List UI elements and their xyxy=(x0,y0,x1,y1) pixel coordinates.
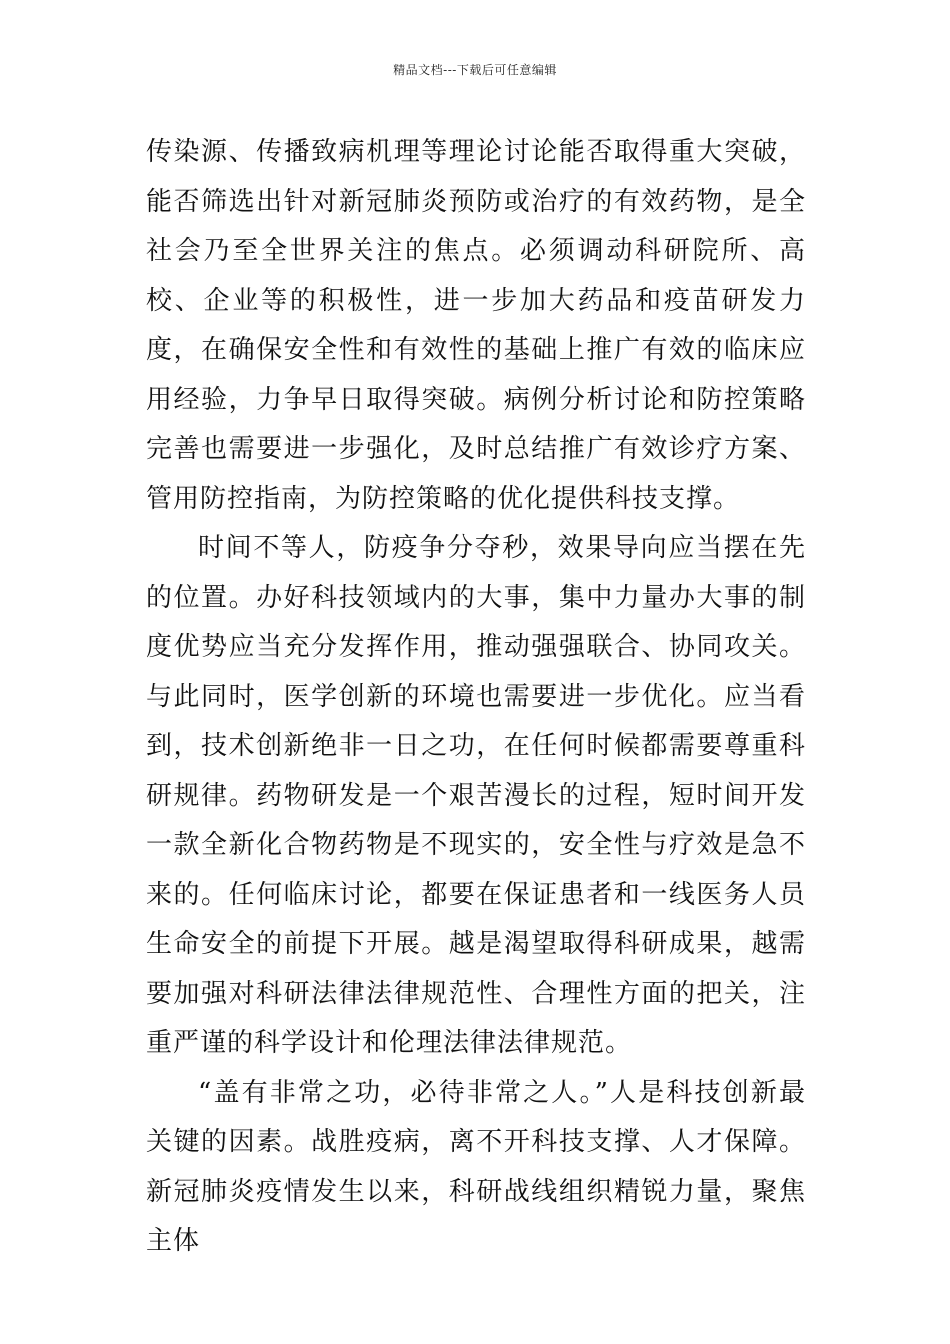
paragraph-3: “盖有非常之功，必待非常之人。”人是科技创新最关键的因素。战胜疫病，离不开科技支撑、人才保障。新冠肺炎疫情发生以来，科研战线组织精锐力量，聚焦主体 xyxy=(146,1077,806,1256)
page-header: 精品文档---下载后可任意编辑 xyxy=(393,63,557,77)
document-body xyxy=(146,128,806,1267)
paragraph-2: 时间不等人，防疫争分夺秒，效果导向应当摆在先的位置。办好科技领域内的大事，集中力量办大事的制度优势应当充分发挥作用，推动强强联合、协同攻关。与此同时，医学创新的环境也需要进一步优化。应当看到，技术创新绝非一日之功，在任何时候都需要尊重科研规律。药物研发是一个艰苦漫长的过程，短时间开发一款全新化合物药物是不现实的，安全性与疗效是急不来的。任何临床讨论，都要在保证患者和一线医务人员生命安全的前提下开展。越是渴望取得科研成果，越需要加强对科研法律法律规范性、合理性方面的把关，注重严谨的科学设计和伦理法律法律规范。 xyxy=(146,533,806,1058)
paragraph-1: 传染源、传播致病机理等理论讨论能否取得重大突破，能否筛选出针对新冠肺炎预防或治疗的有效药物，是全社会乃至全世界关注的焦点。必须调动科研院所、高校、企业等的积极性，进一步加大药品和疫苗研发力度，在确保安全性和有效性的基础上推广有效的临床应用经验，力争早日取得突破。病例分析讨论和防控策略完善也需要进一步强化，及时总结推广有效诊疗方案、管用防控指南，为防控策略的优化提供科技支撑。 xyxy=(146,137,806,514)
